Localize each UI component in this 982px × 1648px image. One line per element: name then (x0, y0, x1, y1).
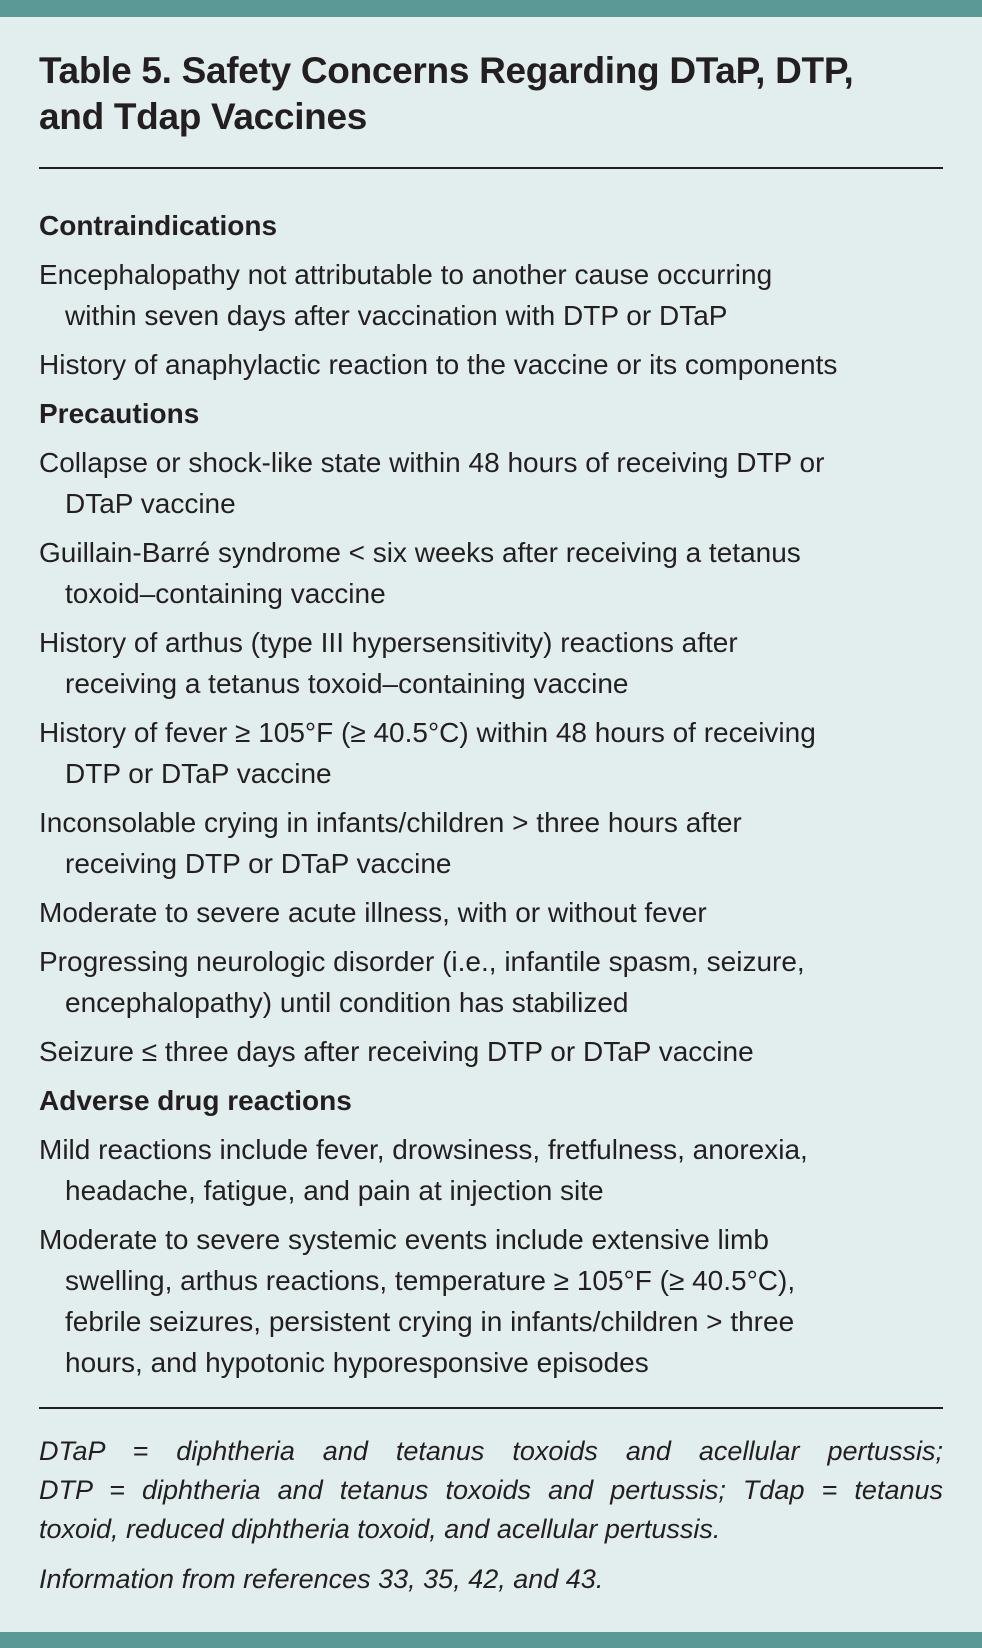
table-row (39, 712, 943, 794)
table-row (39, 1031, 943, 1072)
table-row (39, 344, 943, 385)
table-row (39, 1219, 943, 1383)
table-title (39, 48, 943, 140)
row-text-line: DTaP vaccine (65, 488, 236, 519)
footnote-line: DTP = diphtheria and tetanus toxoids and pertussis; Tdap = tetanus (39, 1475, 943, 1505)
row-text-line: Guillain-Barré syndrome < six weeks after receiving a tetanus (39, 537, 801, 568)
table-row (39, 892, 943, 933)
table-row (39, 802, 943, 884)
row-text-line: Moderate to severe systemic events include extensive limb (39, 1224, 769, 1255)
title-line: Table 5. Safety Concerns Regarding DTaP, DTP, (39, 50, 854, 91)
table-row (39, 622, 943, 704)
footnote-line: DTaP = diphtheria and tetanus toxoids and acellular pertussis; (39, 1436, 943, 1466)
row-text-line: History of fever ≥ 105°F (≥ 40.5°C) within 48 hours of receiving (39, 717, 816, 748)
row-text-line: encephalopathy) until condition has stabilized (65, 987, 629, 1018)
source-note: Information from references 33, 35, 42, and 43. (39, 1564, 604, 1594)
title-line: and Tdap Vaccines (39, 96, 368, 137)
row-text-line: Encephalopathy not attributable to another cause occurring (39, 259, 773, 290)
footnote-line: toxoid, reduced diphtheria toxoid, and acellular pertussis. (39, 1514, 721, 1544)
row-text-line: swelling, arthus reactions, temperature ≥ 105°F (≥ 40.5°C), (65, 1265, 796, 1296)
title-divider (39, 167, 943, 169)
table-row (39, 1129, 943, 1211)
table-row (39, 532, 943, 614)
top-color-band (0, 0, 982, 17)
table-row (39, 442, 943, 524)
row-text-line: receiving a tetanus toxoid–containing vaccine (65, 668, 629, 699)
row-text-line: History of anaphylactic reaction to the vaccine or its components (39, 349, 838, 380)
row-text-line: History of arthus (type III hypersensitivity) reactions after (39, 627, 738, 658)
section-heading: Precautions (39, 398, 200, 429)
table-body (39, 205, 943, 1391)
row-text-line: toxoid–containing vaccine (65, 578, 386, 609)
section-heading: Contraindications (39, 210, 278, 241)
row-text-line: DTP or DTaP vaccine (65, 758, 332, 789)
row-text-line: Inconsolable crying in infants/children > three hours after (39, 807, 742, 838)
row-text-line: hours, and hypotonic hyporesponsive episodes (65, 1347, 649, 1378)
row-text-line: febrile seizures, persistent crying in infants/children > three (65, 1306, 795, 1337)
table-row (39, 254, 943, 336)
bottom-color-band (0, 1632, 982, 1648)
footer-divider (39, 1407, 943, 1409)
table-footnote (39, 1432, 943, 1599)
row-text-line: headache, fatigue, and pain at injection site (65, 1175, 604, 1206)
row-text-line: receiving DTP or DTaP vaccine (65, 848, 452, 879)
row-text-line: Seizure ≤ three days after receiving DTP or DTaP vaccine (39, 1036, 754, 1067)
row-text-line: Moderate to severe acute illness, with or without fever (39, 897, 707, 928)
section-heading: Adverse drug reactions (39, 1085, 352, 1116)
row-text-line: Mild reactions include fever, drowsiness, fretfulness, anorexia, (39, 1134, 808, 1165)
table-row (39, 941, 943, 1023)
row-text-line: Collapse or shock-like state within 48 hours of receiving DTP or (39, 447, 825, 478)
row-text-line: within seven days after vaccination with DTP or DTaP (65, 300, 728, 331)
row-text-line: Progressing neurologic disorder (i.e., infantile spasm, seizure, (39, 946, 805, 977)
